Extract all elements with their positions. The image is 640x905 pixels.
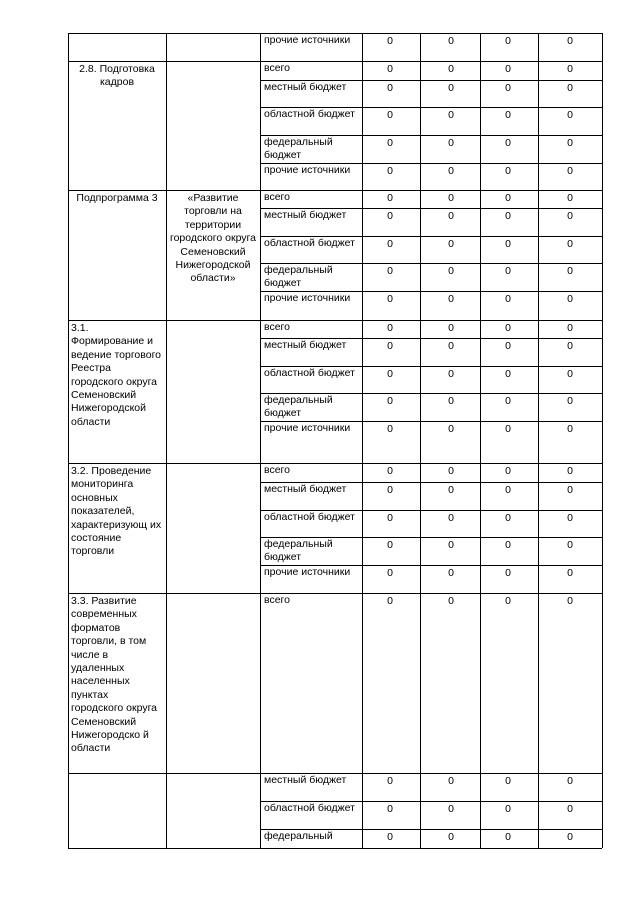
value-cell: 0 bbox=[567, 238, 573, 250]
funding-source-label: местный бюджет bbox=[264, 339, 347, 351]
value-cell: 0 bbox=[448, 192, 454, 204]
value-cell: 0 bbox=[387, 165, 393, 177]
value-cell: 0 bbox=[387, 368, 393, 380]
value-cell: 0 bbox=[448, 831, 454, 843]
value-cell: 0 bbox=[448, 293, 454, 305]
value-cell: 0 bbox=[448, 238, 454, 250]
value-cell: 0 bbox=[567, 595, 573, 607]
funding-source-label: федеральный бюджет bbox=[264, 538, 333, 564]
funding-source-label: всего bbox=[264, 594, 290, 606]
value-cell: 0 bbox=[448, 567, 454, 579]
value-cell: 0 bbox=[387, 238, 393, 250]
value-cell: 0 bbox=[387, 63, 393, 75]
value-cell: 0 bbox=[387, 512, 393, 524]
value-cell: 0 bbox=[505, 595, 511, 607]
value-cell: 0 bbox=[505, 293, 511, 305]
section-number: Подпрограмма 3 bbox=[76, 192, 158, 204]
funding-source-label: областной бюджет bbox=[264, 802, 355, 814]
value-cell: 0 bbox=[387, 192, 393, 204]
value-cell: 0 bbox=[505, 109, 511, 121]
value-cell: 0 bbox=[567, 293, 573, 305]
value-cell: 0 bbox=[505, 63, 511, 75]
value-cell: 0 bbox=[505, 831, 511, 843]
value-cell: 0 bbox=[387, 395, 393, 407]
value-cell: 0 bbox=[387, 775, 393, 787]
section-number: 3.1. Формирование и ведение торгового Реестра городского округа Семеновский Нижегородской области bbox=[71, 322, 162, 428]
funding-source-label: прочие источники bbox=[264, 422, 351, 434]
value-cell: 0 bbox=[448, 137, 454, 149]
value-cell: 0 bbox=[567, 395, 573, 407]
value-cell: 0 bbox=[505, 238, 511, 250]
section-name: «Развитие торговли на территории городского округа Семеновский Нижегородской области» bbox=[169, 192, 256, 285]
value-cell: 0 bbox=[505, 368, 511, 380]
value-cell: 0 bbox=[505, 395, 511, 407]
value-cell: 0 bbox=[387, 539, 393, 551]
value-cell: 0 bbox=[505, 423, 511, 435]
value-cell: 0 bbox=[387, 484, 393, 496]
funding-source-label: областной бюджет bbox=[264, 108, 355, 120]
value-cell: 0 bbox=[505, 192, 511, 204]
funding-source-label: областной бюджет bbox=[264, 367, 355, 379]
value-cell: 0 bbox=[387, 322, 393, 334]
value-cell: 0 bbox=[505, 465, 511, 477]
value-cell: 0 bbox=[505, 340, 511, 352]
value-cell: 0 bbox=[387, 465, 393, 477]
section-number: 3.3. Развитие современных форматов торговли, в том числе в удаленных населенных пунктах городского округа Семеновский Нижегородско й области bbox=[71, 595, 158, 755]
value-cell: 0 bbox=[387, 595, 393, 607]
funding-source-label: всего bbox=[264, 191, 290, 203]
value-cell: 0 bbox=[567, 368, 573, 380]
value-cell: 0 bbox=[448, 82, 454, 94]
value-cell: 0 bbox=[567, 322, 573, 334]
value-cell: 0 bbox=[448, 63, 454, 75]
funding-source-label: областной бюджет bbox=[264, 511, 355, 523]
value-cell: 0 bbox=[567, 82, 573, 94]
value-cell: 0 bbox=[567, 775, 573, 787]
section-number: 3.2. Проведение мониторинга основных показателей, характеризующ их состояние торговли bbox=[71, 465, 162, 558]
value-cell: 0 bbox=[387, 831, 393, 843]
value-cell: 0 bbox=[387, 340, 393, 352]
value-cell: 0 bbox=[448, 210, 454, 222]
funding-source-label: местный бюджет bbox=[264, 209, 347, 221]
value-cell: 0 bbox=[505, 82, 511, 94]
funding-source-label: местный бюджет bbox=[264, 81, 347, 93]
funding-source-label: всего bbox=[264, 321, 290, 333]
value-cell: 0 bbox=[448, 803, 454, 815]
funding-source-label: федеральный бюджет bbox=[264, 264, 333, 290]
value-cell: 0 bbox=[505, 484, 511, 496]
value-cell: 0 bbox=[448, 484, 454, 496]
value-cell: 0 bbox=[448, 109, 454, 121]
value-cell: 0 bbox=[567, 265, 573, 277]
funding-source-label: местный бюджет bbox=[264, 774, 347, 786]
value-cell: 0 bbox=[567, 484, 573, 496]
section-number: 2.8. Подготовка кадров bbox=[79, 63, 155, 89]
value-cell: 0 bbox=[505, 775, 511, 787]
value-cell: 0 bbox=[448, 775, 454, 787]
funding-source-label: областной бюджет bbox=[264, 237, 355, 249]
value-cell: 0 bbox=[448, 35, 454, 47]
value-cell: 0 bbox=[567, 63, 573, 75]
value-cell: 0 bbox=[448, 539, 454, 551]
value-cell: 0 bbox=[448, 465, 454, 477]
value-cell: 0 bbox=[567, 567, 573, 579]
value-cell: 0 bbox=[567, 210, 573, 222]
value-cell: 0 bbox=[567, 165, 573, 177]
value-cell: 0 bbox=[448, 322, 454, 334]
value-cell: 0 bbox=[448, 423, 454, 435]
value-cell: 0 bbox=[567, 35, 573, 47]
funding-source-label: местный бюджет bbox=[264, 483, 347, 495]
value-cell: 0 bbox=[387, 35, 393, 47]
value-cell: 0 bbox=[505, 265, 511, 277]
funding-source-label: прочие источники bbox=[264, 566, 351, 578]
value-cell: 0 bbox=[387, 210, 393, 222]
value-cell: 0 bbox=[387, 137, 393, 149]
value-cell: 0 bbox=[505, 803, 511, 815]
value-cell: 0 bbox=[567, 109, 573, 121]
funding-source-label: всего bbox=[264, 62, 290, 74]
funding-source-label: федеральный бюджет bbox=[264, 394, 333, 420]
value-cell: 0 bbox=[505, 322, 511, 334]
funding-source-label: федеральный bbox=[264, 830, 333, 842]
value-cell: 0 bbox=[387, 567, 393, 579]
funding-source-label: прочие источники bbox=[264, 292, 351, 304]
value-cell: 0 bbox=[387, 803, 393, 815]
funding-source-label: федеральный бюджет bbox=[264, 136, 333, 162]
value-cell: 0 bbox=[505, 137, 511, 149]
value-cell: 0 bbox=[387, 423, 393, 435]
value-cell: 0 bbox=[387, 293, 393, 305]
value-cell: 0 bbox=[448, 265, 454, 277]
value-cell: 0 bbox=[448, 512, 454, 524]
value-cell: 0 bbox=[567, 831, 573, 843]
value-cell: 0 bbox=[448, 368, 454, 380]
value-cell: 0 bbox=[387, 265, 393, 277]
value-cell: 0 bbox=[387, 82, 393, 94]
value-cell: 0 bbox=[567, 423, 573, 435]
funding-source-label: прочие источники bbox=[264, 164, 351, 176]
value-cell: 0 bbox=[448, 165, 454, 177]
value-cell: 0 bbox=[567, 803, 573, 815]
value-cell: 0 bbox=[567, 465, 573, 477]
value-cell: 0 bbox=[505, 567, 511, 579]
value-cell: 0 bbox=[448, 395, 454, 407]
value-cell: 0 bbox=[505, 165, 511, 177]
value-cell: 0 bbox=[567, 512, 573, 524]
value-cell: 0 bbox=[567, 192, 573, 204]
value-cell: 0 bbox=[567, 137, 573, 149]
value-cell: 0 bbox=[387, 109, 393, 121]
value-cell: 0 bbox=[505, 539, 511, 551]
value-cell: 0 bbox=[505, 512, 511, 524]
funding-source-label: прочие источники bbox=[264, 34, 351, 46]
value-cell: 0 bbox=[448, 340, 454, 352]
value-cell: 0 bbox=[448, 595, 454, 607]
value-cell: 0 bbox=[505, 210, 511, 222]
value-cell: 0 bbox=[567, 539, 573, 551]
value-cell: 0 bbox=[505, 35, 511, 47]
value-cell: 0 bbox=[567, 340, 573, 352]
funding-source-label: всего bbox=[264, 464, 290, 476]
